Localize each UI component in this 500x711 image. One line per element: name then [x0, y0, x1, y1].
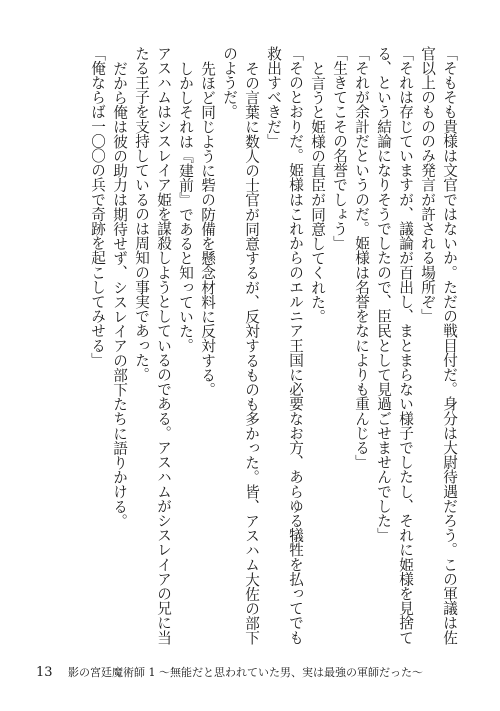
paragraph-narration-4: しかしそれは『建前』であると知っていた。	[177, 60, 194, 353]
paragraph-dialogue-3: 「それが余計だというのだ。姫様は名誉をなによりも重んじる」	[353, 46, 370, 470]
paragraph-dialogue-6: 「俺ならば一〇〇の兵で奇跡を起こしてみせる」	[89, 46, 106, 368]
paragraph-dialogue-5: 「そのとおりだ。姫様はこれからのエルニア王国に必要なお方、あらゆる犠牲を払ってでも救出すべきだ」	[265, 46, 304, 645]
paragraph-dialogue-2: 「それは存じていますが、議論が百出し、まとまらない様子でしたし、それに姫様を見捨てる、という結論になりそうでしたので、臣民として見過ごせませんでした」	[375, 46, 414, 645]
vertical-text-body	[40, 46, 460, 651]
paragraph-narration-6: だから俺は彼の助力は期待せず、シスレイアの部下たちに語りかける。	[111, 60, 128, 528]
paragraph-dialogue-4: 「生きてこその名誉でしょう」	[331, 46, 348, 251]
paragraph-narration-5: アスハムはシスレイア姫を謀殺しようとしているのである。アスハムがシスレイアの兄に当たる王子を支持しているのは周知の事実であった。	[133, 46, 172, 645]
paragraph-narration-2: その言葉に数人の士官が同意するが、反対するものも多かった。皆、アスハム大佐の部下のようだ。	[221, 46, 260, 645]
paragraph-dialogue-1: 「そもそも貴様は文官ではないか。ただの戦目付だ。身分は大尉待遇だろう。この軍議は佐官以上のもののみ発言が許される場所ぞ」	[419, 46, 458, 645]
paragraph-narration-3: 先ほど同じように砦の防備を懸念材料に反対する。	[199, 60, 216, 397]
running-title: 影の宮廷魔術師 1 〜無能だと思われていた男、実は最強の軍師だった〜	[68, 666, 424, 679]
page-number: 13	[36, 665, 53, 680]
paragraph-narration-1: と言うと姫様の直臣が同意してくれた。	[309, 60, 326, 324]
page-footer	[36, 663, 476, 683]
